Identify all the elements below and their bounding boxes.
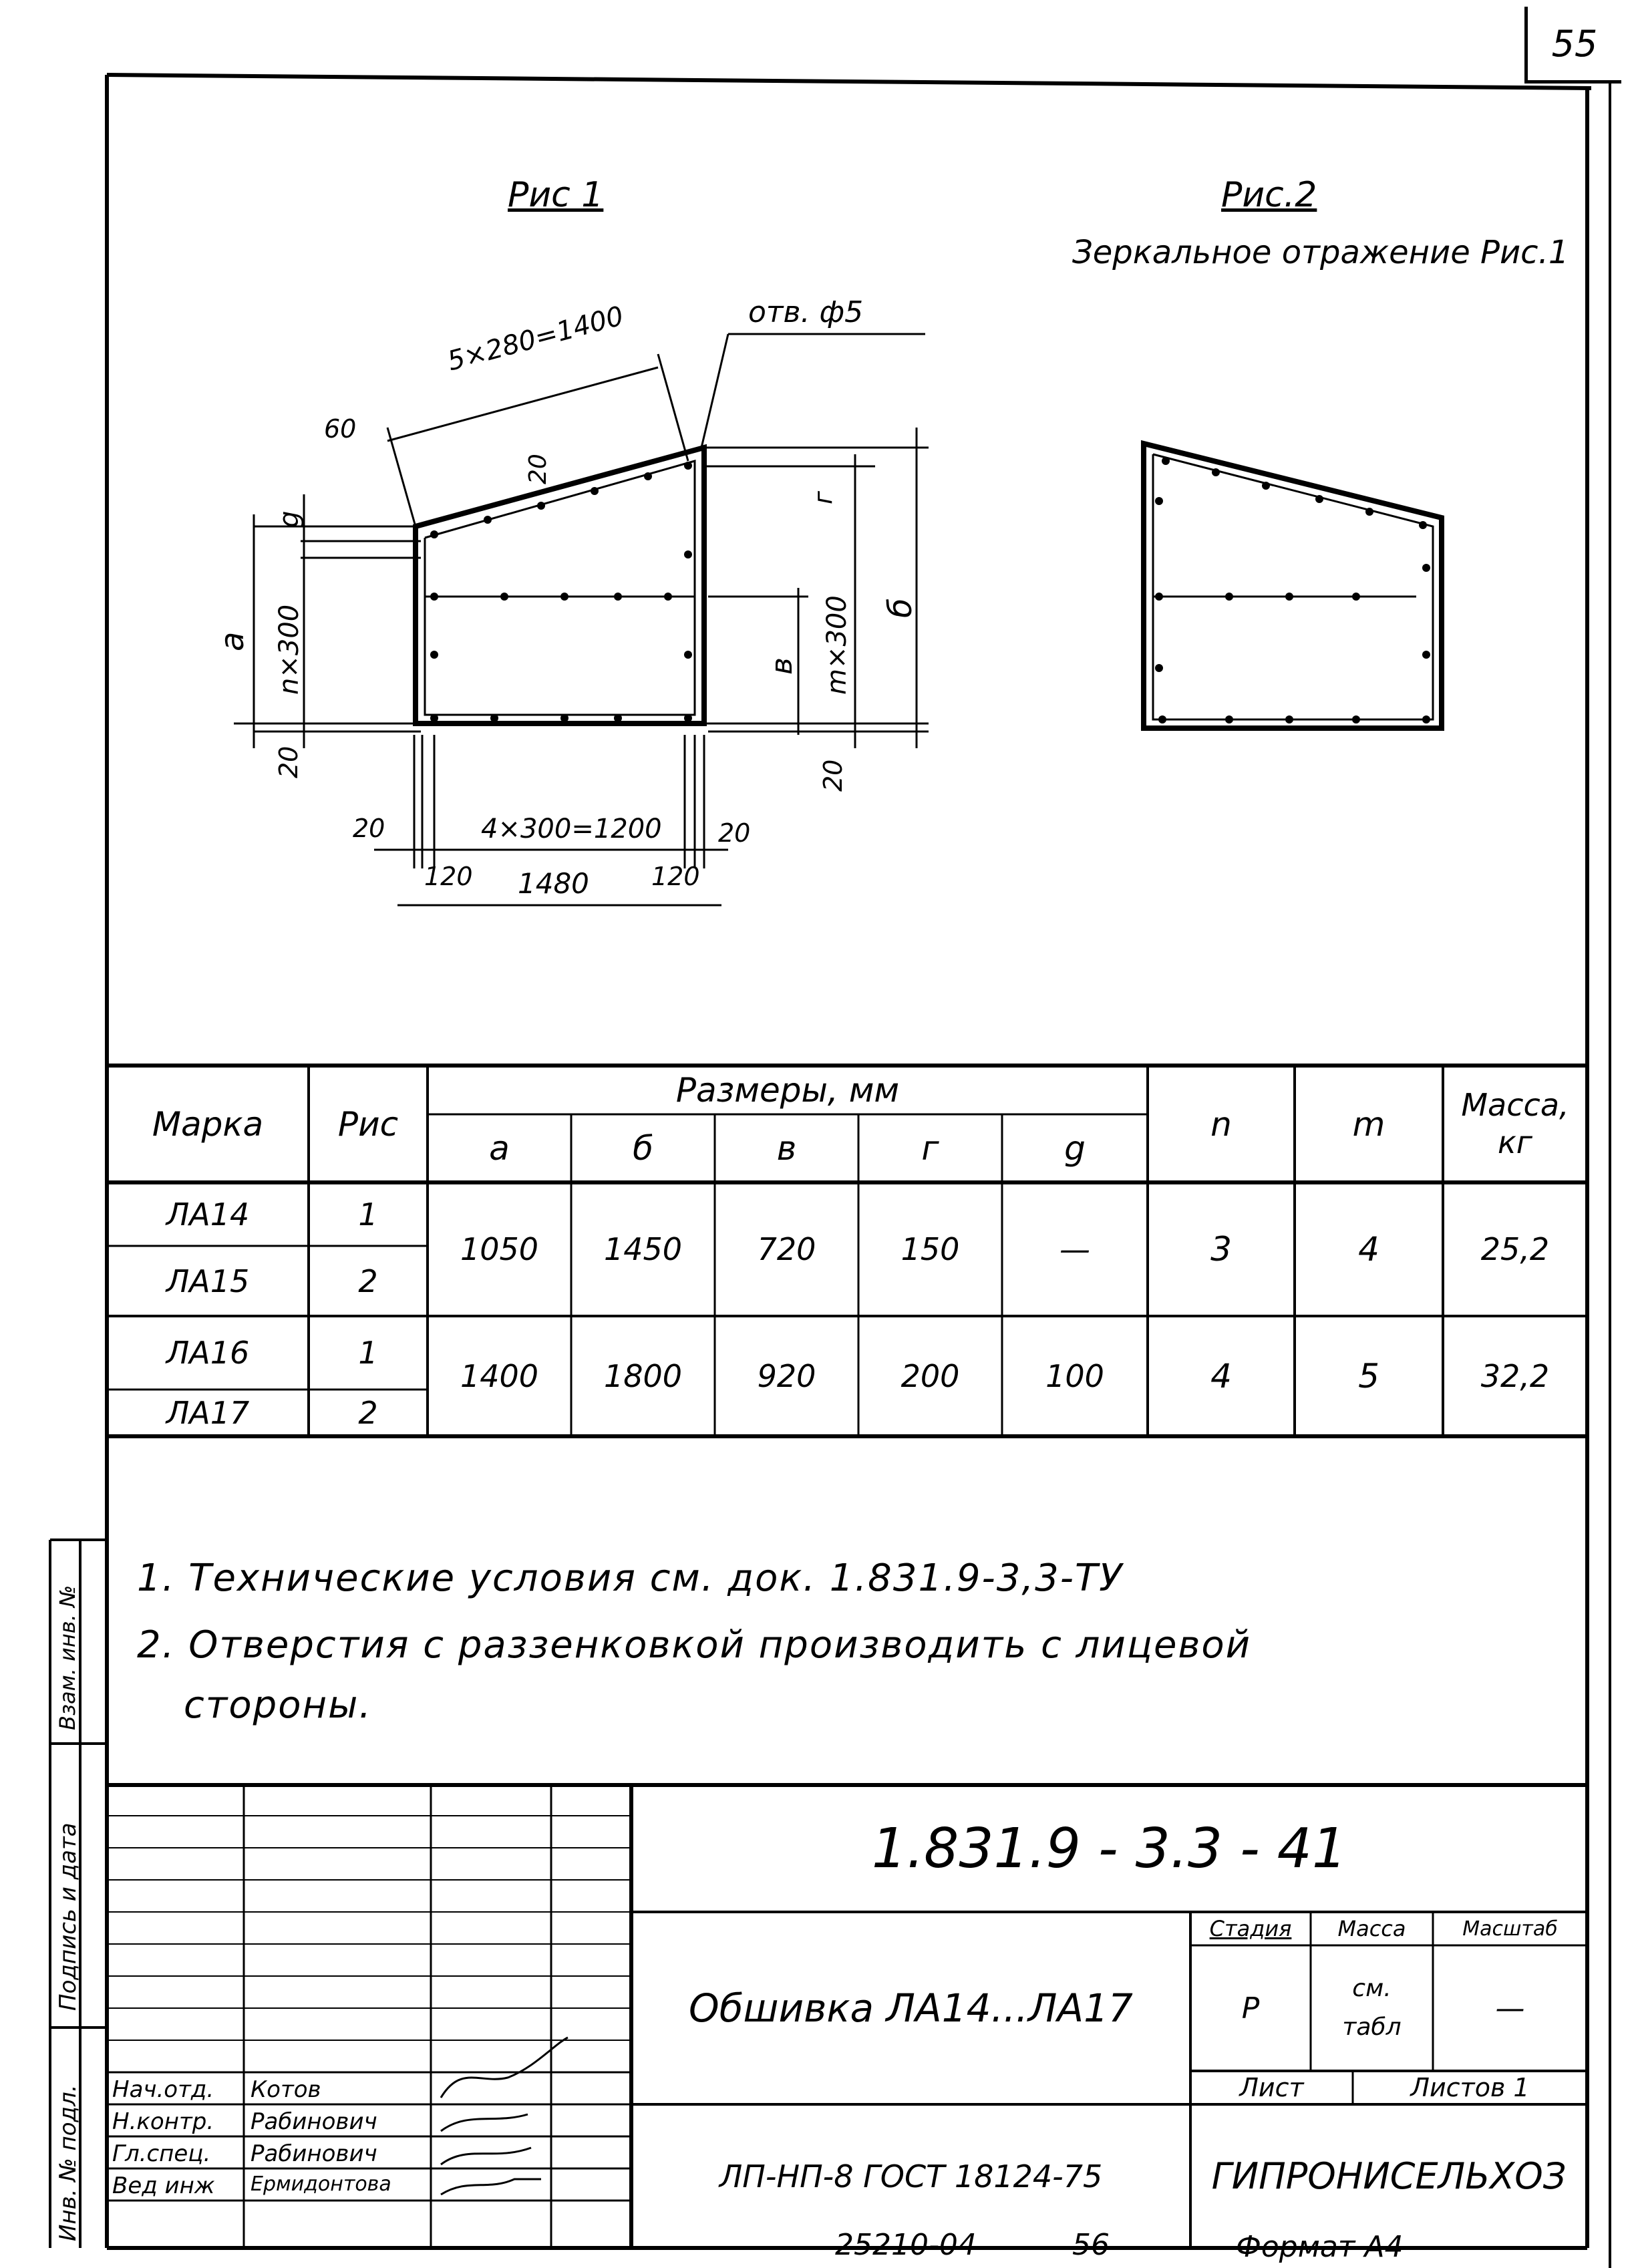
frame-top-line (107, 75, 1591, 88)
sheet-number-text: 55 (1551, 22, 1598, 65)
stamp-vzam: Взам. инв. № (55, 1585, 80, 1730)
signer-role-2: Н.контр. (112, 2108, 214, 2135)
signer-role-3: Гл.спец. (112, 2140, 211, 2167)
g1-b: 1450 (603, 1231, 683, 1267)
footer-format: Формат А4 (1236, 2230, 1404, 2264)
doc-code: 1.831.9 - 3.3 - 41 (871, 1816, 1347, 1881)
fig1-title: Рис 1 (508, 175, 604, 215)
fig2-subtitle: Зеркальное отражение Рис.1 (1072, 234, 1569, 271)
fig1-panel (416, 448, 704, 723)
g2-d: 100 (1045, 1358, 1104, 1394)
organization: ГИПРОНИСЕЛЬХОЗ (1211, 2155, 1567, 2197)
dim-n300: n×300 (274, 604, 305, 695)
row2-marka: ЛА15 (166, 1263, 250, 1299)
g2-n: 4 (1210, 1357, 1232, 1396)
row1-ris: 1 (358, 1196, 378, 1233)
footer-order: 25210-04 (835, 2228, 977, 2262)
g1-n: 3 (1210, 1230, 1232, 1269)
signatures (441, 2038, 568, 2195)
header-ris: Рис (337, 1104, 399, 1144)
note-2-cont: стороны. (184, 1683, 373, 1727)
g2-v: 920 (757, 1358, 816, 1394)
footer-num: 56 (1072, 2228, 1110, 2262)
scale-value: — (1495, 1991, 1525, 2026)
g1-mass: 25,2 (1480, 1231, 1550, 1267)
g2-mass: 32,2 (1480, 1358, 1550, 1394)
dim-bot120-right: 120 (651, 862, 700, 891)
dim-20-right: 20 (818, 759, 848, 792)
g1-a: 1050 (460, 1231, 539, 1267)
signer-name-2: Рабинович (251, 2108, 377, 2135)
row3-marka: ЛА16 (166, 1335, 250, 1371)
header-m: m (1352, 1104, 1385, 1144)
signer-name-4: Ермидонтова (251, 2172, 391, 2196)
header-d: g (1064, 1129, 1086, 1168)
dim-60: 60 (324, 414, 357, 444)
dim-bot20-right: 20 (718, 818, 751, 848)
g1-v: 720 (757, 1231, 816, 1267)
stage-label: Стадия (1209, 1916, 1292, 1941)
dim-bot120-left: 120 (424, 862, 473, 891)
header-mass: Масса, кг (1461, 1087, 1569, 1160)
stamp-podpis: Подпись и дата (55, 1822, 81, 2011)
g2-g: 200 (901, 1358, 960, 1394)
signer-name-3: Рабинович (251, 2140, 377, 2167)
sheets-label: Листов 1 (1410, 2073, 1530, 2102)
dim-v-letter: в (765, 657, 799, 675)
dim-g2: г (808, 491, 838, 504)
header-b: б (633, 1129, 653, 1168)
signer-name-1: Котов (251, 2076, 321, 2103)
mass-value: см. табл (1342, 1975, 1402, 2041)
row4-ris: 2 (358, 1395, 378, 1431)
dim-top: 5×280=1400 (444, 300, 627, 377)
note-1: 1. Технические условия см. док. 1.831.9-3,3-ТУ (137, 1557, 1124, 1600)
note-2: 2. Отверстия с раззенковкой производить с лицевой (137, 1623, 1252, 1667)
scale-label: Масштаб (1462, 1917, 1558, 1941)
stage-value: Р (1241, 1991, 1260, 2026)
dim-20-left: 20 (274, 746, 303, 778)
material: ЛП-НП-8 ГОСТ 18124-75 (719, 2158, 1103, 2195)
hole-label: отв. ф5 (748, 295, 864, 329)
stamp-inv-podl: Инв. № подл. (55, 2084, 81, 2241)
header-marka: Марка (152, 1104, 264, 1144)
fig1-holes (430, 462, 692, 722)
header-g: г (921, 1129, 939, 1168)
header-v: в (776, 1129, 797, 1168)
drawing-name: Обшивка ЛА14...ЛА17 (689, 1985, 1133, 2031)
dim-b-letter: б (882, 598, 919, 618)
signer-role-1: Нач.отд. (112, 2076, 214, 2103)
fig2-holes (1155, 457, 1430, 723)
dim-bot1480: 1480 (518, 867, 589, 900)
g2-b: 1800 (603, 1358, 683, 1394)
signer-role-4: Вед инж (112, 2172, 215, 2199)
row4-marka: ЛА17 (166, 1395, 250, 1431)
g2-m: 5 (1358, 1357, 1379, 1396)
dim-g-letter: g (274, 510, 305, 528)
g1-g: 150 (901, 1231, 960, 1267)
row1-marka: ЛА14 (166, 1196, 250, 1233)
header-n: n (1210, 1104, 1232, 1144)
dim-a-letter: a (214, 631, 251, 651)
g1-m: 4 (1358, 1230, 1379, 1269)
row3-ris: 1 (358, 1335, 378, 1371)
row2-ris: 2 (358, 1263, 378, 1299)
dim-bot20-left: 20 (353, 814, 385, 843)
mass-label: Масса (1337, 1916, 1406, 1941)
g1-d: — (1059, 1231, 1090, 1267)
fig2-panel (1144, 444, 1442, 728)
dim-bot-mid: 4×300=1200 (481, 814, 662, 844)
dim-20-top: 20 (524, 454, 552, 484)
dim-m300: m×300 (822, 595, 852, 695)
sheet-label: Лист (1239, 2073, 1304, 2102)
header-sizes: Размеры, мм (675, 1070, 900, 1110)
g2-a: 1400 (460, 1358, 539, 1394)
fig2-title: Рис.2 (1221, 175, 1317, 215)
header-a: а (489, 1129, 510, 1168)
